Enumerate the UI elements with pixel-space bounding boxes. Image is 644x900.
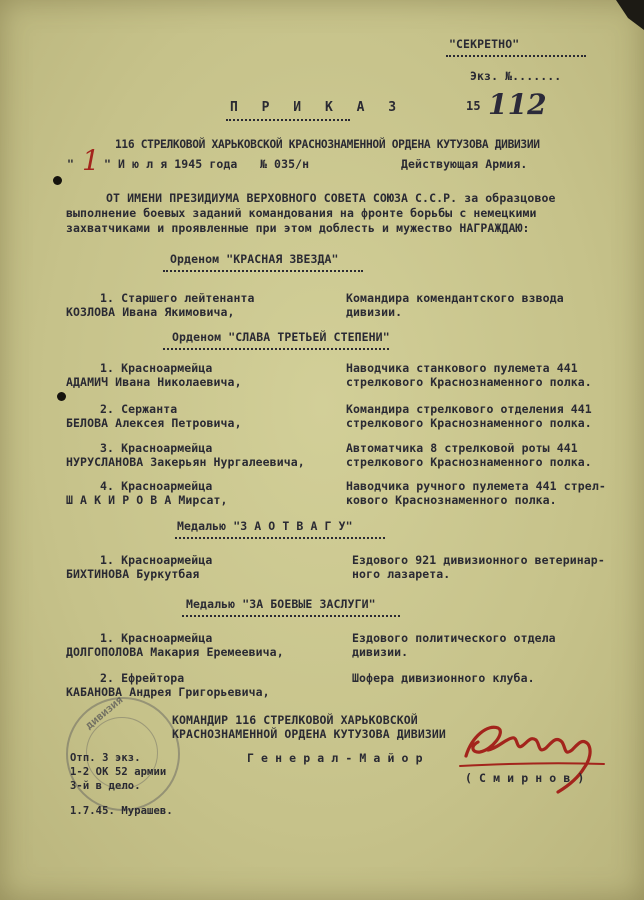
handwritten-number-prefix: 15 [466,99,481,113]
entry-post: стрелкового Краснознаменного полка. [346,375,592,389]
copy-number: Экз. №....... [470,69,562,83]
division-name: 116 СТРЕЛКОВОЙ ХАРЬКОВСКОЙ КРАСНОЗНАМЕННОЙ ОРДЕНА КУТУЗОВА ДИВИЗИИ [115,138,540,151]
date-quote: " [67,157,75,171]
entry-rank: 1. Красноармейца [100,631,213,645]
signatory-rank: Г е н е р а л - М а й о р [247,751,423,765]
punch-hole [53,176,62,185]
section-heading: Орденом "СЛАВА ТРЕТЬЕЙ СТЕПЕНИ" [172,330,390,344]
entry-rank: 3. Красноармейца [100,441,213,455]
signatory-name: ( С м и р н о в ) [465,771,585,785]
section-heading: Орденом "КРАСНАЯ ЗВЕЗДА" [170,252,339,266]
footer-line: 1.7.45. Мурашев. [70,805,173,817]
entry-name: КАБАНОВА Андрея Григорьевича, [66,685,270,699]
page-title: П Р И К А З [230,100,405,115]
entry-rank: 4. Красноармейца [100,479,213,493]
date-month: " И ю л я 1945 года [104,157,238,171]
section-heading: Медалью "ЗА БОЕВЫЕ ЗАСЛУГИ" [186,597,376,611]
preamble-line-3: захватчиками и проявленные при этом доблесть и мужество НАГРАЖДАЮ: [66,221,530,235]
section-underline [163,348,389,350]
entry-name: Ш А К И Р О В А Мирсат, [66,493,228,507]
entry-name: АДАМИЧ Ивана Николаевича, [66,375,242,389]
entry-post: Наводчика ручного пулемета 441 стрел- [346,479,606,493]
entry-post: ного лазарета. [352,567,451,581]
section-heading: Медалью "З А О Т В А Г У" [177,519,353,533]
entry-rank: 2. Ефрейтора [100,671,185,685]
entry-post: Ездового 921 дивизионного ветеринар- [352,553,605,567]
section-underline [175,537,385,539]
entry-rank: 1. Красноармейца [100,553,213,567]
seal-text: ДИВИЗИЯ [84,695,125,732]
entry-post: дивизии. [352,645,409,659]
footer-line: 1-2 ОК 52 армии [70,766,167,778]
entry-rank: 1. Красноармейца [100,361,213,375]
footer-line: Отп. 3 экз. [70,752,141,764]
entry-name: КОЗЛОВА Ивана Якимовича, [66,305,235,319]
entry-name: БЕЛОВА Алексея Петровича, [66,416,242,430]
entry-post: Командира комендантского взвода [346,291,564,305]
handwritten-number: 112 [488,88,547,121]
handwritten-day: 1 [82,144,100,177]
punch-hole [57,392,66,401]
section-underline [182,615,400,617]
entry-post: кового Краснознаменного полка. [346,493,557,507]
entry-post: Ездового политического отдела [352,631,556,645]
section-underline [163,270,363,272]
entry-name: НУРУСЛАНОВА Закерьян Нургалеевича, [66,455,305,469]
entry-post: стрелкового Краснознаменного полка. [346,455,592,469]
entry-name: ДОЛГОПОЛОВА Макария Еремеевича, [66,645,284,659]
entry-post: Автоматчика 8 стрелковой роты 441 [346,441,578,455]
entry-post: стрелкового Краснознаменного полка. [346,416,592,430]
preamble-line-1: ОТ ИМЕНИ ПРЕЗИДИУМА ВЕРХОВНОГО СОВЕТА СОЮЗА С.С.Р. за образцовое [106,191,556,205]
entry-post: Наводчика станкового пулемета 441 [346,361,578,375]
preamble-line-2: выполнение боевых заданий командования на фронте борьбы с немецкими [66,206,537,220]
entry-name: БИХТИНОВА Буркутбая [66,567,200,581]
entry-rank: 2. Сержанта [100,402,178,416]
entry-post: Шофера дивизионного клуба. [352,671,535,685]
army-label: Действующая Армия. [401,157,528,171]
entry-rank: 1. Старшего лейтенанта [100,291,255,305]
footer-line: 3-й в дело. [70,780,141,792]
order-number: № 035/н [260,157,310,171]
signatory-title-1: КОМАНДИР 116 СТРЕЛКОВОЙ ХАРЬКОВСКОЙ [172,713,418,727]
secrecy-mark: "СЕКРЕТНО" [449,37,520,51]
torn-corner [604,0,644,30]
title-underline [226,119,350,121]
entry-post: дивизии. [346,305,403,319]
signatory-title-2: КРАСНОЗНАМЕННОЙ ОРДЕНА КУТУЗОВА ДИВИЗИИ [172,727,446,741]
secrecy-underline [446,55,586,57]
entry-post: Командира стрелкового отделения 441 [346,402,592,416]
